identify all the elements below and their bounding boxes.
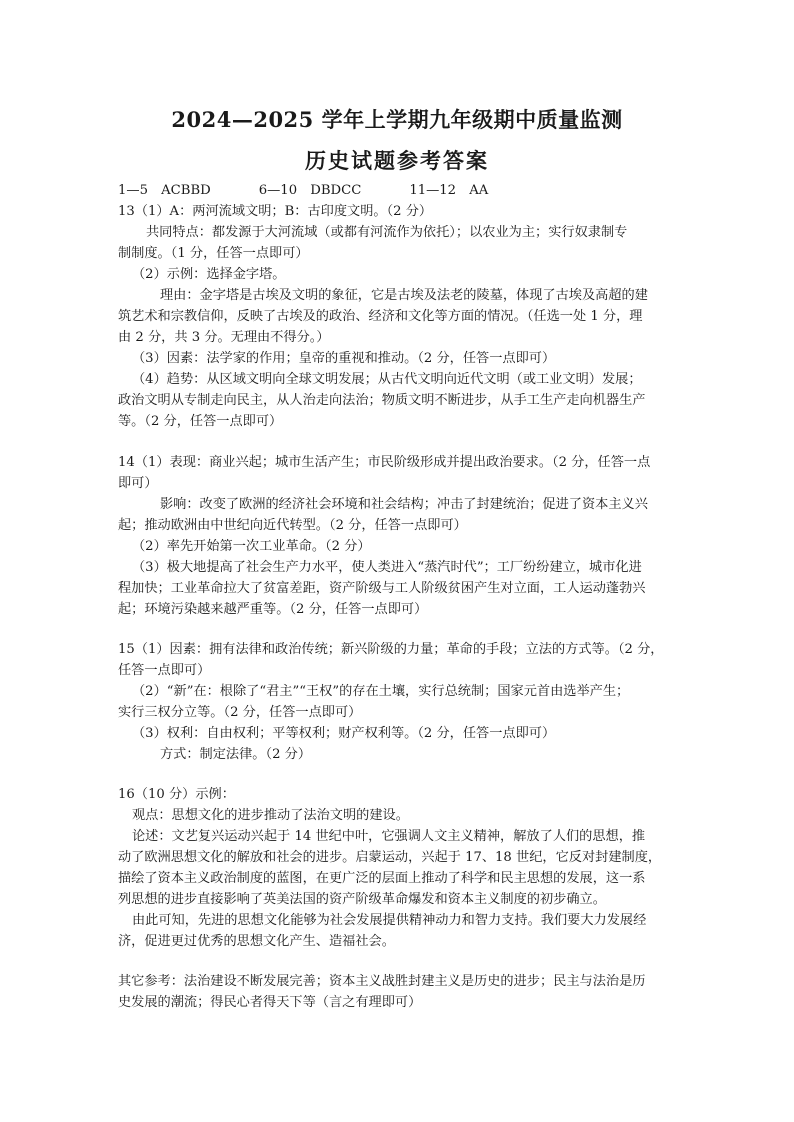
page-subtitle: 历史试题参考答案 [305, 148, 489, 173]
answer-line: 描绘了资本主义政治制度的蓝图，在更广泛的层面上推动了科学和民主思想的发展，这一系 [118, 871, 646, 886]
answer-line: （3）权利：自由权利；平等权利；财产权利等。（2 分，任答一点即可） [132, 726, 556, 741]
answer-line: 15（1）因素：拥有法律和政治传统；新兴阶级的力量；革命的手段；立法的方式等。（2 分， [118, 642, 664, 657]
answer-line: 筑艺术和宗教信仰，反映了古埃及的政治、经济和文化等方面的情况。（任选一处 1 分，理 [118, 309, 643, 324]
answer-line: 史发展的潮流；得民心者得天下等（言之有理即可） [118, 995, 422, 1010]
answer-line: 观点：思想文化的进步推动了法治文明的建设。 [132, 808, 409, 823]
answer-line: 论述：文艺复兴运动兴起于 14 世纪中叶，它强调人文主义精神，解放了人们的思想，推 [132, 829, 646, 844]
answer-line: 列思想的进步直接影响了英美法国的资产阶级革命爆发和资本主义制度的初步确立。 [118, 892, 606, 907]
answer-line: 程加快；工业革命拉大了贫富差距，资产阶级与工人阶级贫困产生对立面，工人运动蓬勃兴 [118, 581, 646, 596]
answer-line: （2）“新”在：根除了“君主”“王权”的存在土壤，实行总统制；国家元首由选举产生； [132, 684, 630, 699]
answer-line: （3）极大地提高了社会生产力水平，使人类进入“蒸汽时代”；工厂纷纷建立，城市化进 [132, 560, 642, 575]
answer-line: 实行三权分立等。（2 分，任答一点即可） [118, 705, 362, 720]
answer-line: 制制度。（1 分，任答一点即可） [118, 246, 309, 261]
answer-line: 其它参考：法治建设不断发展完善；资本主义战胜封建主义是历史的进步；民主与法治是历 [118, 974, 646, 989]
answer-line: 13（1）A：两河流域文明；B：古印度文明。（2 分） [118, 204, 433, 219]
multiple-choice-answers [118, 181, 536, 201]
answer-line: 政治文明从专制走向民主，从人治走向法治；物质文明不断进步，从手工生产走向机器生产 [118, 393, 646, 408]
answer-line: 16（10 分）示例： [118, 787, 235, 802]
answer-line: 起；环境污染越来越严重等。（2 分，任答一点即可） [118, 602, 428, 617]
answer-line: 即可） [118, 476, 158, 491]
answer-line: 共同特点：都发源于大河流域（或都有河流作为依托）；以农业为主；实行奴隶制专 [146, 225, 628, 240]
answer-line: 由 2 分，共 3 分。无理由不得分。） [118, 330, 330, 345]
answer-line: （2）率先开始第一次工业革命。（2 分） [132, 539, 371, 554]
answer-group: 1—5 ACBBD [118, 183, 211, 198]
answer-group: 6—10 DBDCC [258, 183, 362, 198]
answer-line: 理由：金字塔是古埃及文明的象征，它是古埃及法老的陵墓，体现了古埃及高超的建 [160, 288, 648, 303]
answer-line: （2）示例：选择金字塔。 [132, 267, 286, 282]
answer-line: 等。（2 分，任答一点即可） [118, 414, 283, 429]
answer-line: 影响：改变了欧洲的经济社会环境和社会结构；冲击了封建统治；促进了资本主义兴 [160, 497, 648, 512]
answer-line: （4）趋势：从区域文明向全球文明发展；从古代文明向近代文明（或工业文明）发展； [132, 372, 642, 387]
answer-group: 11—12 AA [409, 183, 489, 198]
answer-line: 方式：制定法律。（2 分） [160, 747, 312, 762]
answer-line: 动了欧洲思想文化的解放和社会的进步。启蒙运动，兴起于 17、18 世纪，它反对封建制度， [118, 850, 662, 865]
answer-line: 济，促进更过优秀的思想文化产生、造福社会。 [118, 934, 395, 949]
answer-line: 任答一点即可） [118, 663, 211, 678]
answer-line: 起；推动欧洲由中世纪向近代转型。（2 分，任答一点即可） [118, 518, 467, 533]
answer-line: （3）因素：法学家的作用；皇帝的重视和推动。（2 分，任答一点即可） [132, 351, 556, 366]
page-title: 2024—2025 学年上学期九年级期中质量监测 [171, 107, 623, 132]
answer-line: 由此可知，先进的思想文化能够为社会发展提供精神动力和智力支持。我们要大力发展经 [132, 913, 647, 928]
answer-line: 14（1）表现：商业兴起；城市生活产生；市民阶级形成并提出政治要求。（2 分，任答一点 [118, 455, 651, 470]
